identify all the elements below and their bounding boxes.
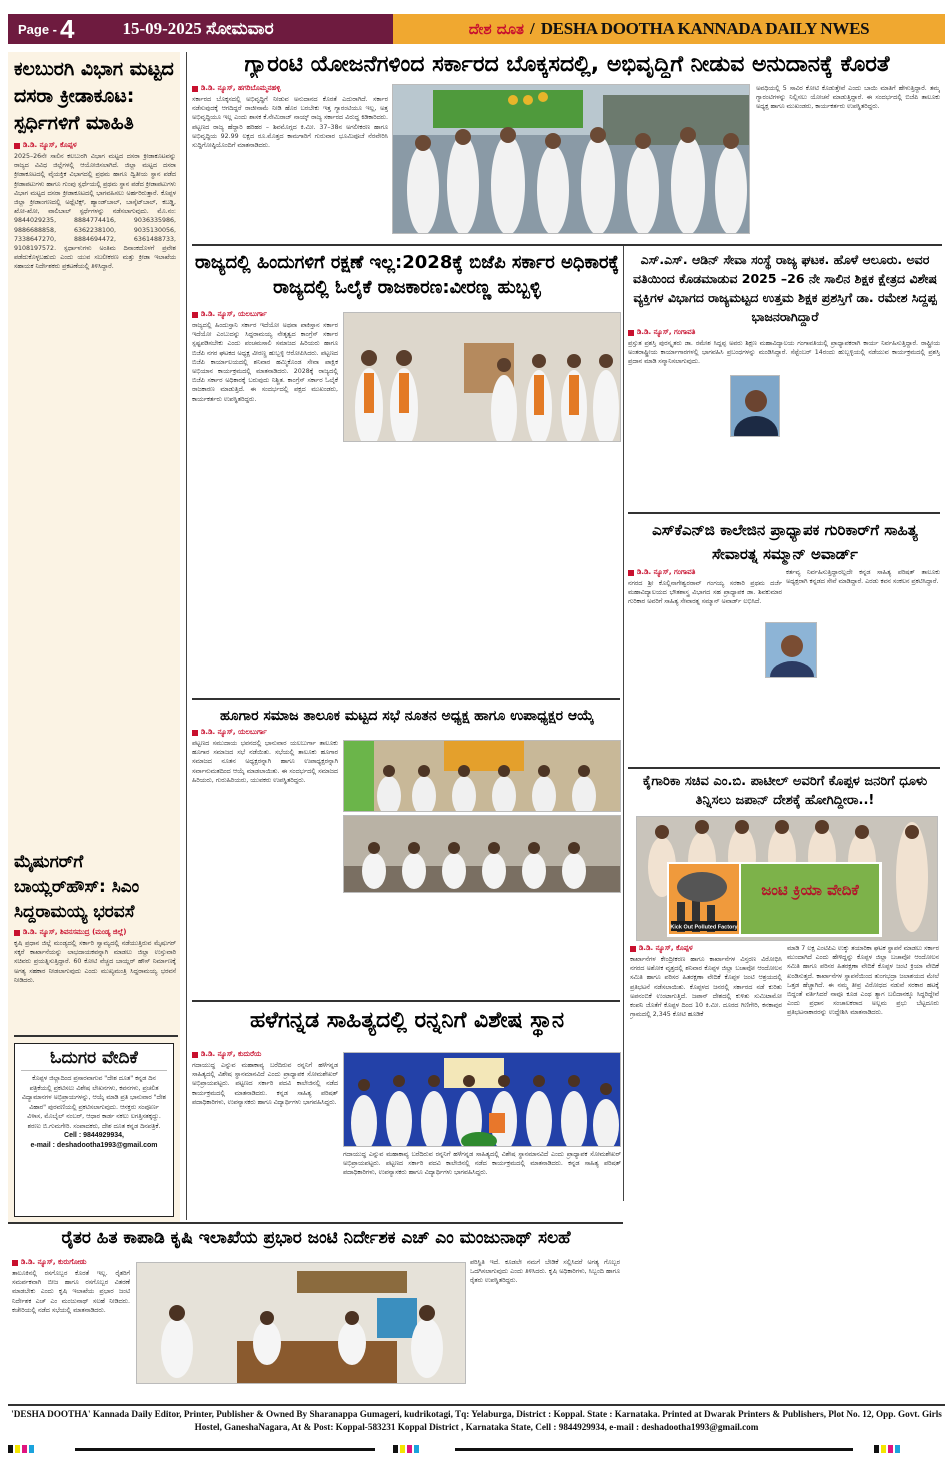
readers-forum-cell: Cell : 9844929934, [64, 1131, 124, 1139]
article-body: ಗದಾಯುದ್ಧ ಎನ್ನುವ ಮಹಾಕಾವ್ಯ ಬರೆದಿರುವ ರನ್ನನಿಗೆ ಹಳೆಗನ್ನಡ ಸಾಹಿತ್ಯದಲ್ಲಿ ವಿಶೇಷ ಸ್ಥಾನಮಾನವಿದೆ ಎಂದು ಪ್ರಾಧ್ಯಾಪಕ ಸೋಮಶೇಖರ್ ಅಭಿಪ್ರಾಯಪಟ್ಟರು. ಪಟ್ಟಣದ ಸರ್ಕಾರಿ ಪದವಿ ಕಾಲೇಜಿನಲ್ಲಿ ನಡೆದ ಕಾರ್ಯಕ್ರಮದಲ್ಲಿ ಮಾತನಾಡಿದರು. ಕನ್ನಡ ಸಾಹಿತ್ಯ ಪರಿಷತ್ ಪದಾಧಿಕಾರಿಗಳು, ಉಪನ್ಯಾಸಕರು ಹಾಗೂ ವಿದ್ಯಾರ್ಥಿಗಳು ಭಾಗವಹಿಸಿದ್ದರು. [192, 1062, 338, 1106]
article-dasara-sports [14, 56, 176, 829]
registration-swatch [393, 1445, 398, 1453]
registration-swatch [22, 1445, 27, 1453]
article-dateline [192, 310, 338, 319]
bullet-square-icon [628, 330, 634, 336]
photo-office-group [344, 313, 621, 442]
article-body: ಕೃಷಿ ಪ್ರಧಾನ ಜಿಲ್ಲೆ ಮಂಡ್ಯದಲ್ಲಿ ಸರ್ಕಾರಿ ಸ್ವಾಮ್ಯದಲ್ಲಿ ನಡೆಯುತ್ತಿರುವ ಮೈಷುಗರ್ ಸಕ್ಕರೆ ಕಾರ್ಖಾನೆಯನ್ನು ಲಾಭದಾಯಕವನ್ನಾಗಿ ಮಾಡಲು ಜಿಲ್ಲಾ ಉಸ್ತುವಾರಿ ಸಚಿವರು ಪ್ರಯತ್ನಿಸುತ್ತಿದ್ದಾರೆ. 60 ಕೋಟಿ ವೆಚ್ಚದ ಬಾಯ್ಲರ್ ಹೌಸ್ ನಿರ್ಮಾಣಕ್ಕೆ ಅಗತ್ಯ ಸಹಕಾರ ನೀಡಲಾಗುವುದು ಎಂದು ಮುಖ್ಯಮಂತ್ರಿ ಸಿದ್ದರಾಮಯ್ಯ ಭರವಸೆ ನೀಡಿದರು. [14, 940, 176, 984]
portrait-photo [731, 376, 780, 437]
dateline-text: ಡಿ.ಡಿ. ನ್ಯೂಸ್, ಹಗರಿಬೊಮ್ಮನಹಳ್ಳಿ [201, 84, 281, 92]
footer-rule [8, 1404, 945, 1406]
photo-office-meeting [137, 1263, 466, 1384]
masthead-brand-band [393, 14, 945, 44]
article-farmers [12, 1258, 130, 1399]
bullet-square-icon [192, 86, 198, 92]
footer-imprint: 'DESHA DOOTHA' Kannada Daily Editor, Printer, Publisher & Owned By Sharanappa Gumageri, kudrikotagi, Tq: Yelaburga, District : Koppal. State : Karnataka. Printed at Dwarak Printers & Publishers, Plot No. 12, Opp. Govt. Girls Hostel, GaneshaNagara, At & Post: Koppal-583231 Koppal District , Karnataka State, Cell : 9844929934, e-mail : deshadootha1993@gmail.com [11, 1409, 942, 1432]
photo-ceremony-group [393, 85, 750, 234]
article-headline: ಕೈಗಾರಿಕಾ ಸಚಿವ ಎಂ.ಬಿ. ಪಾಟೀಲ್ ಅವರಿಗೆ ಕೊಪ್ಪಳ ಜನರಿಗೆ ಧೂಳು ತಿನ್ನಿಸಲು ಜಪಾನ್ ದೇಶಕ್ಕೆ ಹೋಗಿದ್ದೀರಾ..! [642, 774, 928, 808]
bullet-square-icon [192, 730, 198, 736]
readers-forum-body: ಕೊಪ್ಪಳ ಜಿಲ್ಲಾದಿಂದ ಪ್ರಸಾರವಾಗುವ "ದೇಶ ದೂತ" ಕನ್ನಡ ದಿನ ಪತ್ರಿಕೆಯಲ್ಲಿ ಪ್ರಕಟಿಸಲು ವಿಶೇಷ ಲೇಖನಗಳು, ಕವನಗಳು, ಪ್ರಚಲಿತ ವಿದ್ಯಾಮಾನಗಳ ಅಭಿಪ್ರಾಯಗಳನ್ನು, ಆಯ್ಕೆ ಮಾಡಿ ಪ್ರತಿ ಭಾನುವಾರ "ದೇಶ ವಿಹಾರ" ಪುರವಣಿಯಲ್ಲಿ ಪ್ರಕಟಿಸಲಾಗುವುದು. ಆಸಕ್ತರು ಸಂಪೂರ್ಣ ವಿಳಾಸ, ಮೊಬೈಲ್ ನಂಬರ್, ಆಧಾರ ಕಾರ್ಡ ನಕಲು ಲಗತ್ತಿಸತಕ್ಕದ್ದು. ಶರಣು ಬಿ.ಗುಮಗೇರಿ. ಸಂಪಾದಕರು, ದೇಶ ದೂತ ಕನ್ನಡ ದಿನಪತ್ರಿಕೆ. [21, 1075, 167, 1130]
portrait-dr-ramesh [730, 375, 780, 437]
article-headline: ಎಸ್‌ಕೆಎನ್‌ಜಿ ಕಾಲೇಜಿನ ಪ್ರಾಧ್ಯಾಪಕ ಗುರಿಕಾರ್‌ಗೆ ಸಾಹಿತ್ಯ ಸೇವಾರತ್ನ ಸಮ್ಮಾನ್ ಅವಾರ್ಡ್ [652, 521, 918, 563]
article-body: ರಾಜ್ಯದಲ್ಲಿ ಹಿಂದುಸ್ತಾನಿ ಸರ್ಕಾರ ಇದೆಯೋ ಅಥವಾ ಪಾಕಿಸ್ತಾನ ಸರ್ಕಾರ ಇದೆಯೋ ಎಂಬುದನ್ನು ಸಿದ್ದರಾಮಯ್ಯ ನೇತೃತ್ವದ ಕಾಂಗ್ರೆಸ್ ಸರ್ಕಾರ ಸ್ಪಷ್ಟಪಡಿಸಬೇಕು ಎಂದು ಪಂಚಮಸಾಲಿ ಸಮಾಜದ ಹಿರಿಯರು ಹಾಗೂ ಬಿಜೆಪಿ ನಗರ ಘಟಕದ ಅಧ್ಯಕ್ಷ ವೀರಣ್ಣ ಹುಬ್ಬಳ್ಳಿ ಆರೋಪಿಸಿದರು. ಪಟ್ಟಣದ ಬಿಜೆಪಿ ಕಾರ್ಯಾಲಯದಲ್ಲಿ ಶನಿವಾರ ಹಮ್ಮಿಕೊಂಡ ಸೇವಾ ಪಾಕ್ಷಿಕ ಅಭಿಯಾನ ಕಾರ್ಯಕ್ರಮದಲ್ಲಿ ಮಾತನಾಡಿದರು. 2028ಕ್ಕೆ ರಾಜ್ಯದಲ್ಲಿ ಬಿಜೆಪಿ ಸರ್ಕಾರ ಅಧಿಕಾರಕ್ಕೆ ಬರುವುದು ನಿಶ್ಚಿತ. ಕಾಂಗ್ರೆಸ್ ಸರ್ಕಾರ ಓಲೈಕೆ ರಾಜಕಾರಣ ಮಾಡುತ್ತಿದೆ. ಈ ಸಂದರ್ಭದಲ್ಲಿ ಪಕ್ಷದ ಮುಖಂಡರು, ಕಾರ್ಯಕರ್ತರು ಉಪಸ್ಥಿತರಿದ್ದರು. [192, 322, 338, 403]
article-headline: ಕಲಬುರಗಿ ವಿಭಾಗ ಮಟ್ಟದ ದಸರಾ ಕ್ರೀಡಾಕೂಟ: ಸ್ಪರ್ಧಿಗಳಿಗೆ ಮಾಹಿತಿ [14, 58, 174, 134]
article-body: ಪ್ರಸ್ತುತ ಪ್ರಶಸ್ತಿ ಪುರಸ್ಕೃತರು ಡಾ. ರಮೇಶ ಸಿದ್ದಪ್ಪ ಅವರು ಶಿಕ್ಷಣ ಮಹಾವಿದ್ಯಾಲಯ ಗಂಗಾವತಿಯಲ್ಲಿ ಪ್ರಾಧ್ಯಾಪಕರಾಗಿ ಕಾರ್ಯ ನಿರ್ವಹಿಸುತ್ತಿದ್ದಾರೆ. ರಾಷ್ಟ್ರೀಯ ಅಂತರಾಷ್ಟ್ರೀಯ ಕಾರ್ಯಾಗಾರಗಳಲ್ಲಿ ಭಾಗವಹಿಸಿ ಪ್ರಬಂಧಗಳನ್ನು ಮಂಡಿಸಿದ್ದಾರೆ. ಸೆಪ್ಟೆಂಬರ್ 14ರಂದು ಹುಬ್ಬಳ್ಳಿಯಲ್ಲಿ ನಡೆಯುವ ಕಾರ್ಯಕ್ರಮದಲ್ಲಿ ಪ್ರಶಸ್ತಿ ಪ್ರದಾನ ಮಾಡಿ ಸನ್ಮಾನಿಸಲಾಗುವುದು. [628, 340, 940, 366]
article-dateline [630, 944, 782, 953]
article-dateline [628, 328, 940, 337]
dateline-text: ಡಿ.ಡಿ. ನ್ಯೂಸ್, ಕುದುರೆಯ [201, 1050, 262, 1058]
section-rule [8, 1222, 623, 1224]
readers-forum-email: e-mail : deshadootha1993@gmail.com [30, 1141, 158, 1149]
article-body: ಮಾಡಿ 7 ಲಕ್ಷ ಎಂಟಿಪಿಎ ಉಕ್ಕು ತಯಾರಿಕಾ ಘಟಕ ಸ್ಥಾಪನೆ ಮಾಡಲು ಸರ್ಕಾರ ಮುಂದಾಗಿದೆ ಎಂದು ಹೇಳಿದ್ದನ್ನು ಕೊಪ್ಪಳ ಜಿಲ್ಲಾ ಬಚಾವೋ ಆಂದೋಲನ ಸಮಿತಿ ಹಾಗೂ ಪರಿಸರ ಹಿತರಕ್ಷಣಾ ವೇದಿಕೆ ಕೊಪ್ಪಳ ಜಂಟಿ ಕ್ರಿಯಾ ವೇದಿಕೆ ಖಂಡಿಸುತ್ತದೆ. ಕಾರ್ಖಾನೆಗಳ ಸ್ಥಾಪನೆಯಿಂದ ತುಂಗಭದ್ರಾ ಜಲಾಶಯದ ಮೇಲೆ ಒತ್ತಡ ಹೆಚ್ಚಾಗಿದೆ. ಈ ನಮ್ಮ ತೀವ್ರ ವಿರೋಧದ ನಡುವೆ ಸರಕಾರ ಹಟಕ್ಕೆ ಬಿದ್ದಂತೆ ವರ್ತಿಸಿದರೆ ನಾವೂ ಕೂಡ ಎಂಥ ತ್ಯಾಗ ಬಲಿದಾನಕ್ಕೂ ಸಿದ್ಧರಿದ್ದೇವೆ ಎಂದು ಪ್ರಧಾನ ಸಂಚಾಲಕರಾದ ಅಲ್ಲಮ ಪ್ರಭು ಬೆಟ್ಟದೂರು ಪ್ರತಿಭಟನಾಕಾರರನ್ನು ಉದ್ದೇಶಿಸಿ ಮಾತನಾಡಿದರು. [787, 945, 939, 1017]
article-guarantee [192, 84, 388, 235]
photo-meeting-hall [344, 741, 621, 812]
section-rule [192, 1000, 620, 1002]
registration-swatch [414, 1445, 419, 1453]
article-photo-hugar-2 [343, 815, 621, 893]
section-rule [192, 698, 620, 700]
registration-swatch [407, 1445, 412, 1453]
article-dateline [14, 928, 176, 937]
column-divider [186, 52, 187, 1220]
registration-swatch [874, 1445, 879, 1453]
registration-swatch [895, 1445, 900, 1453]
article-headline: ಗ್ಯಾರಂಟಿ ಯೋಜನೆಗಳಿಂದ ಸರ್ಕಾರದ ಬೊಕ್ಕಸದಲ್ಲಿ, ಅಭಿವೃದ್ಧಿಗೆ ನೀಡುವ ಅನುದಾನಕ್ಕೆ ಕೊರತೆ [244, 52, 890, 77]
article-gurikar [628, 568, 782, 765]
registration-mark-left [8, 1445, 34, 1453]
article-photo-farmers [136, 1262, 466, 1384]
issue-date: 15-09-2025 ಸೋಮವಾರ [122, 19, 274, 38]
bullet-square-icon [12, 1260, 18, 1266]
photo-seated-audience [344, 816, 621, 893]
registration-swatch [888, 1445, 893, 1453]
article-headline: ಹಳೆಗನ್ನಡ ಸಾಹಿತ್ಯದಲ್ಲಿ ರನ್ನನಿಗೆ ವಿಶೇಷ ಸ್ಥಾನ [249, 1008, 565, 1033]
masthead [8, 14, 945, 44]
article-headline: ರಾಜ್ಯದಲ್ಲಿ ಹಿಂದುಗಳಿಗೆ ರಕ್ಷಣೆ ಇಲ್ಲ:2028ಕ್ಕೆ ಬಿಜೆಪಿ ಸರ್ಕಾರ ಅಧಿಕಾರಕ್ಕೆ ರಾಜ್ಯದಲ್ಲಿ ಓಲೈಕೆ ರಾಜಕಾರಣ:ವೀರಣ್ಣ ಹುಬ್ಬಳ್ಳಿ [194, 252, 619, 298]
article-veeranna [192, 310, 338, 701]
section-rule [628, 767, 940, 769]
readers-forum-title: ಓದುಗರ ವೇದಿಕೆ [21, 1048, 167, 1071]
registration-swatch [29, 1445, 34, 1453]
article-gurikar-continued [786, 568, 940, 758]
page-label: Page - [18, 21, 58, 37]
article-photo-ranna [343, 1052, 621, 1147]
article-mysugar [14, 850, 176, 1039]
article-farmers-continued [470, 1258, 620, 1393]
banner-title: ಜಂಟಿ ಕ್ರಿಯಾ ವೇದಿಕೆ [761, 881, 859, 899]
bullet-square-icon [628, 570, 634, 576]
bullet-square-icon [192, 1052, 198, 1058]
article-body: 2025–26ನೇ ಸಾಲಿನ ಕಲಬುರಗಿ ವಿಭಾಗ ಮಟ್ಟದ ದಸರಾ ಕ್ರೀಡಾಕೂಟವನ್ನು ರಾಜ್ಯದ ವಿವಿಧ ಜಿಲ್ಲೆಗಳಲ್ಲಿ ಆಯೋಜಿಸಲಾಗಿದೆ. ಜಿಲ್ಲಾ ಮಟ್ಟದ ದಸರಾ ಕ್ರೀಡಾಕೂಟದಲ್ಲಿ ವೈಯಕ್ತಿಕ ವಿಭಾಗದಲ್ಲಿ ಪ್ರಥಮ ಹಾಗೂ ದ್ವಿತೀಯ ಸ್ಥಾನ ಪಡೆದ ಕ್ರೀಡಾಪಟುಗಳು ಹಾಗೂ ಗುಂಪು ಸ್ಪರ್ಧೆಯಲ್ಲಿ ಪ್ರಥಮ ಸ್ಥಾನ ಪಡೆದ ಕ್ರೀಡಾಪಟುಗಳು ವಿಭಾಗ ಮಟ್ಟದ ದಸರಾ ಕ್ರೀಡಾಕೂಟದಲ್ಲಿ ಭಾಗವಹಿಸಲು ಅರ್ಹರಿರುತ್ತಾರೆ. ಕೊಪ್ಪಳ ಜಿಲ್ಲಾ ಕ್ರೀಡಾಂಗಣದಲ್ಲಿ ಅಥ್ಲೆಟಿಕ್ಸ್, ಹ್ಯಾಂಡ್‌ಬಾಲ್, ಬಾಸ್ಕೆಟ್‌ಬಾಲ್, ಕಬಡ್ಡಿ, ಖೋ-ಖೋ, ವಾಲಿಬಾಲ್ ಸ್ಪರ್ಧೆಗಳನ್ನು ನಡೆಸಲಾಗುವುದು. ಮೊ.ನಂ: 9844029235, 8884774416, 9036335986, 9886688858, 6362238100, 9035130056, 7338647270, 8884694472, 6361488733, 9108197572. ಸ್ಪರ್ಧಾಳುಗಳು ಅಂತಿಮ ದಿನಾಂಕದೊಳಗೆ ಪ್ರವೇಶ ಪಡೆದುಕೊಳ್ಳಬಹುದು ಎಂದು ಯುವ ಸಬಲೀಕರಣ ಮತ್ತು ಕ್ರೀಡಾ ಇಲಾಖೆಯ ಸಹಾಯಕ ನಿರ್ದೇಶಕರು ಪ್ರಕಟಣೆಯಲ್ಲಿ ತಿಳಿಸಿದ್ದಾರೆ. [14, 153, 176, 271]
article-body: ತಾಲೂಕಿನಲ್ಲಿ ರಸಗೊಬ್ಬರ ಕೊರತೆ ಇಲ್ಲ. ರೈತರಿಗೆ ಸಮರ್ಪಕವಾಗಿ ಬೀಜ ಹಾಗೂ ರಸಗೊಬ್ಬರ ವಿತರಣೆ ಮಾಡಬೇಕು ಎಂದು ಕೃಷಿ ಇಲಾಖೆಯ ಪ್ರಭಾರ ಜಂಟಿ ನಿರ್ದೇಶಕ ಎಚ್ ಎಂ ಮಂಜುನಾಥ್ ಸಲಹೆ ನೀಡಿದರು. ಕಚೇರಿಯಲ್ಲಿ ನಡೆದ ಸಭೆಯಲ್ಲಿ ಮಾತನಾಡಿದರು. [12, 1270, 130, 1314]
article-photo-veeranna [343, 312, 621, 442]
banner-caption: Kick Out Polluted Factory [670, 924, 738, 931]
dateline-text: ಡಿ.ಡಿ. ನ್ಯೂಸ್, ಶಿವನಸಮುದ್ರ (ಮಂಡ್ಯ ಜಿಲ್ಲೆ) [23, 928, 127, 936]
registration-swatch [15, 1445, 20, 1453]
article-body: ಕರ್ತವ್ಯ ನಿರ್ವಹಿಸುತ್ತಿದ್ದಾರಲ್ಲದೇ ಕನ್ನಡ ಸಾಹಿತ್ಯ ಪರಿಷತ್ ತಾಲೂಕು ಅಧ್ಯಕ್ಷರಾಗಿ ಕನ್ನಡದ ಸೇವೆ ಮಾಡಿದ್ದಾರೆ. ಎರಡು ಕವನ ಸಂಕಲನ ಪ್ರಕಟಿಸಿದ್ದಾರೆ. [786, 569, 940, 586]
article-hugar [192, 728, 338, 999]
article-body: ಪಟ್ಟಣದ ಸಮುದಾಯ ಭವನದಲ್ಲಿ ಭಾನುವಾರ ಯಲಬುರ್ಗಾ ತಾಲೂಕು ಹೂಗಾರ ಸಮಾಜದ ಸಭೆ ನಡೆಯಿತು. ಸಭೆಯಲ್ಲಿ ತಾಲೂಕು ಹೂಗಾರ ಸಮಾಜದ ನೂತನ ಅಧ್ಯಕ್ಷರನ್ನಾಗಿ ಹಾಗೂ ಉಪಾಧ್ಯಕ್ಷರನ್ನಾಗಿ ಸರ್ವಾನುಮತದಿಂದ ಆಯ್ಕೆ ಮಾಡಲಾಯಿತು. ಈ ಸಂದರ್ಭದಲ್ಲಿ ಸಮಾಜದ ಹಿರಿಯರು, ಗುರುಹಿರಿಯರು, ಯುವಕರು ಉಪಸ್ಥಿತರಿದ್ದರು. [192, 740, 338, 784]
photo-protest-banner [637, 817, 938, 941]
article-body: ಪರಿಸ್ಥಿತಿ ಇದೆ. ಕೂಡಲೇ ನಮಗೆ ಬೇಡಿಕೆ ಸಲ್ಲಿಸಿದರೆ ಅಗತ್ಯ ಗೊಬ್ಬರ ಒದಗಿಸಲಾಗುವುದು ಎಂದು ತಿಳಿಸಿದರು. ಕೃಷಿ ಅಧಿಕಾರಿಗಳು, ಸಿಬ್ಬಂದಿ ಹಾಗೂ ರೈತರು ಉಪಸ್ಥಿತರಿದ್ದರು. [470, 1259, 620, 1285]
article-dateline [12, 1258, 130, 1267]
bullet-square-icon [14, 143, 20, 149]
article-photo-guarantee [392, 84, 750, 234]
article-teacher-award [628, 328, 940, 509]
section-rule [628, 512, 940, 514]
article-dateline [14, 141, 176, 150]
section-rule [192, 244, 942, 246]
article-headline: ಹೂಗಾರ ಸಮಾಜ ತಾಲೂಕ ಮಟ್ಟದ ಸಭೆ ನೂತನ ಅಧ್ಯಕ್ಷ ಹಾಗೂ ಉಪಾಧ್ಯಕ್ಷರ ಆಯ್ಕೆ [219, 708, 595, 724]
article-ranna-continued [343, 1150, 621, 1205]
article-photo-hugar [343, 740, 621, 812]
brand-separator: / [529, 19, 535, 38]
dateline-text: ಡಿ.ಡಿ. ನ್ಯೂಸ್, ಗಂಗಾವತಿ [637, 328, 696, 336]
registration-line [455, 1448, 853, 1451]
dateline-text: ಡಿ.ಡಿ. ನ್ಯೂಸ್, ಕೊಪ್ಪಳ [639, 944, 693, 952]
dateline-text: ಡಿ.ಡಿ. ನ್ಯೂಸ್, ಕುರುಗೋಡು [21, 1258, 87, 1266]
bullet-square-icon [630, 946, 636, 952]
dateline-text: ಡಿ.ಡಿ. ನ್ಯೂಸ್, ಯಲಬುರ್ಗಾ [201, 310, 267, 318]
registration-swatch [400, 1445, 405, 1453]
column-divider [623, 246, 624, 1201]
article-body: ನಗರದ ಶ್ರೀ ಕೊಲ್ಲಿನಾಗೇಶ್ವರರಾವ್ ಗಂಗಯ್ಯ ಸರಕಾರಿ ಪ್ರಥಮ ದರ್ಜೆ ಮಹಾವಿದ್ಯಾಲಯದ ಭೌತಶಾಸ್ತ್ರ ವಿಭಾಗದ ಸಹ ಪ್ರಾಧ್ಯಾಪಕ ಡಾ. ಶಿವಕುಮಾರ ಗುರಿಕಾರ ಅವರಿಗೆ ಸಾಹಿತ್ಯ ಸೇವಾರತ್ನ ಸಮ್ಮಾನ್ ಅವಾರ್ಡ್ ಲಭಿಸಿದೆ. [628, 580, 782, 606]
article-headline: ಎಸ್.ಎಸ್. ಆಡಿನ್ ಸೇವಾ ಸಂಸ್ಥೆ ರಾಜ್ಯ ಘಟಕ. ಹೊಳೆ ಆಲೂರು. ಅವರ ವತಿಯಿಂದ ಕೊಡಮಾಡುವ 2025 –26 ನೇ ಸಾಲಿನ ಶಿಕ್ಷಕ ಕ್ಷೇತ್ರದ ವಿಶೇಷ ವ್ಯಕ್ತಿಗಳ ವಿಭಾಗದ ರಾಜ್ಯಮಟ್ಟದ ಉತ್ತಮ ಶಿಕ್ಷಕ ಪ್ರಶಸ್ತಿಗೆ ಡಾ. ರಮೇಶ ಸಿದ್ದಪ್ಪ ಭಾಜನರಾಗಿದ್ದಾರೆ [633, 252, 937, 324]
article-dateline [628, 568, 782, 577]
article-guarantee-continued [756, 84, 940, 234]
registration-swatch [8, 1445, 13, 1453]
article-body: ಕಾರ್ಖಾನೆಗಳ ಕೇಂದ್ರೀಕರಣ ಹಾಗೂ ಕಾರ್ಖಾನೆಗಳ ವಿಸ್ತರಣ ವಿರೋಧಿಸಿ ನಗರದ ಅಶೋಕ ವೃತ್ತದಲ್ಲಿ ಶನಿವಾರ ಕೊಪ್ಪಳ ಜಿಲ್ಲಾ ಬಚಾವೋ ಆಂದೋಲನ ಸಮಿತಿ ಹಾಗೂ ಪರಿಸರ ಹಿತರಕ್ಷಣಾ ವೇದಿಕೆ ಕೊಪ್ಪಳ ಜಂಟಿ ಆಶ್ರಯದಲ್ಲಿ ಪ್ರತಿಭಟನೆ ನಡೆಸಲಾಯಿತು. ಕೊಪ್ಪಳದ ಜನರಲ್ಲಿ ಸರ್ಕಾರದ ನಡೆ ಕುರಿತು ಅಪನಂಬಿಕೆ ಉಂಟಾಗುತ್ತಿದೆ. ಜಪಾನ್ ದೇಶದಲ್ಲಿ ಕುಳಿತು ಸುಮಿಟಾಮೋ ಕಂಪನಿ ಜೊತೆಗೆ ಕೊಪ್ಪಳ ದಿಂದ 10 ಕಿ.ಮೀ. ದೂರದ ಗಿಣಿಗೇರಿ, ಕನಕಾಪುರ ಗ್ರಾಮದಲ್ಲಿ 2,345 ಕೋಟಿ ಹೂಡಿಕೆ [630, 956, 782, 1019]
article-dateline [192, 728, 338, 737]
brand-english: DESHA DOOTHA KANNADA DAILY NWES [540, 19, 870, 38]
masthead-date-band [8, 14, 393, 44]
article-body: ಅವಧಿಯಲ್ಲಿ 5 ಸಾವಿರ ಕೋಟಿ ಕೊಡುತ್ತೇವೆ ಎಂದು ಬಾಯಿ ಮಾತಿಗೆ ಹೇಳುತ್ತಿದ್ದಾರೆ. ತಮ್ಮ ಗ್ಯಾರಂಟಿಗಳನ್ನು ನಿಲ್ಲಿಸಲು ಯೋಚನೆ ಮಾಡುತ್ತಿದ್ದಾರೆ. ಈ ಸಂದರ್ಭದಲ್ಲಿ ಬಿಜೆಪಿ ತಾಲೂಕು ಅಧ್ಯಕ್ಷ ಹಾಗೂ ಮುಖಂಡರು, ಕಾರ್ಯಕರ್ತರು ಉಪಸ್ಥಿತರಿದ್ದರು. [756, 85, 940, 111]
article-dateline [192, 84, 388, 93]
readers-forum-panel [14, 1043, 174, 1217]
dateline-text: ಡಿ.ಡಿ. ನ್ಯೂಸ್, ಯಲಬುರ್ಗಾ [201, 728, 267, 736]
brand-kannada: ದೇಶ ದೂತ [468, 20, 524, 38]
bullet-square-icon [14, 930, 20, 936]
photo-college-event [344, 1053, 621, 1147]
article-body: ಸರ್ಕಾರದ ಬೊಕ್ಕಸದಲ್ಲಿ ಅಭಿವೃದ್ಧಿಗೆ ನೀಡುವ ಅನುದಾನದ ಕೊರತೆ ಎದುರಾಗಿದೆ. ಸರ್ಕಾರ ನಡೆಸುವುದಕ್ಕೆ ಆಗದಿದ್ದರೆ ರಾಜೀನಾಮೆ ನೀಡಿ ಹೊರ ಬರಬೇಕು ಇತ್ತ ಗ್ಯಾರಂಟಿಯೂ ಇಲ್ಲ, ಅತ್ತ ಅಭಿವೃದ್ಧಿಯೂ ಇಲ್ಲ ಎಂದು ಶಾಸಕ ಕೆ.ನೇಮಿರಾಜ್ ನಾಯ್ಕ್ ರಾಜ್ಯ ಸರ್ಕಾರದ ವಿರುದ್ಧ ಕಿಡಿಕಾರಿದರು. ಪಟ್ಟಣದ ರಾಜ್ಯ ಹೆದ್ದಾರಿ ಹರಿಹರ – ಶಿವಮೊಗ್ಗದ ಕಿ.ಮೀ. 37–38ನ ಅಗಲೀಕರಣ ಹಾಗೂ ಅಭಿವೃದ್ಧಿಯ 92.99 ಲಕ್ಷದ ರೂ.ಮೊತ್ತದ ಕಾಮಗಾರಿಗೆ ಗುರುವಾರ ಭೂಮಿಪೂಜೆ ನೆರವೇರಿಸಿ ಸುದ್ದಿಗೋಷ್ಠಿಯೊಂದಿಗೆ ಮಾತನಾಡಿದರು. [192, 96, 388, 150]
dateline-text: ಡಿ.ಡಿ. ನ್ಯೂಸ್, ಗಂಗಾವತಿ [637, 568, 696, 576]
article-dateline [192, 1050, 338, 1059]
article-body: ಗದಾಯುದ್ಧ ಎನ್ನುವ ಮಹಾಕಾವ್ಯ ಬರೆದಿರುವ ರನ್ನನಿಗೆ ಹಳೆಗನ್ನಡ ಸಾಹಿತ್ಯದಲ್ಲಿ ವಿಶೇಷ ಸ್ಥಾನಮಾನವಿದೆ ಎಂದು ಪ್ರಾಧ್ಯಾಪಕ ಸೋಮಶೇಖರ್ ಅಭಿಪ್ರಾಯಪಟ್ಟರು. ಪಟ್ಟಣದ ಸರ್ಕಾರಿ ಪದವಿ ಕಾಲೇಜಿನಲ್ಲಿ ನಡೆದ ಕಾರ್ಯಕ್ರಮದಲ್ಲಿ ಮಾತನಾಡಿದರು. ಕನ್ನಡ ಸಾಹಿತ್ಯ ಪರಿಷತ್ ಪದಾಧಿಕಾರಿಗಳು, ಉಪನ್ಯಾಸಕರು ಹಾಗೂ ವಿದ್ಯಾರ್ಥಿಗಳು ಭಾಗವಹಿಸಿದ್ದರು. [343, 1151, 621, 1177]
article-ranna [192, 1050, 338, 1211]
article-japan-continued [787, 944, 939, 1399]
registration-swatch [881, 1445, 886, 1453]
article-japan [630, 944, 782, 1400]
registration-mark-right [874, 1445, 900, 1453]
page-number: 4 [60, 14, 75, 44]
article-photo-protest [636, 816, 938, 941]
section-rule [14, 1035, 178, 1037]
article-headline: ಮೈಷುಗರ್‌ಗೆ ಬಾಯ್ಲರ್‌ಹೌಸ್: ಸಿಎಂ ಸಿದ್ದರಾಮಯ್ಯ ಭರವಸೆ [14, 852, 140, 922]
registration-mark-center [393, 1445, 419, 1453]
article-headline: ರೈತರ ಹಿತ ಕಾಪಾಡಿ ಕೃಷಿ ಇಲಾಖೆಯ ಪ್ರಭಾರ ಜಂಟಿ ನಿರ್ದೇಶಕ ಎಚ್ ಎಂ ಮಂಜುನಾಥ್ ಸಲಹೆ [61, 1228, 571, 1248]
dateline-text: ಡಿ.ಡಿ. ನ್ಯೂಸ್, ಕೊಪ್ಪಳ [23, 141, 77, 149]
bullet-square-icon [192, 312, 198, 318]
registration-line [75, 1448, 375, 1451]
